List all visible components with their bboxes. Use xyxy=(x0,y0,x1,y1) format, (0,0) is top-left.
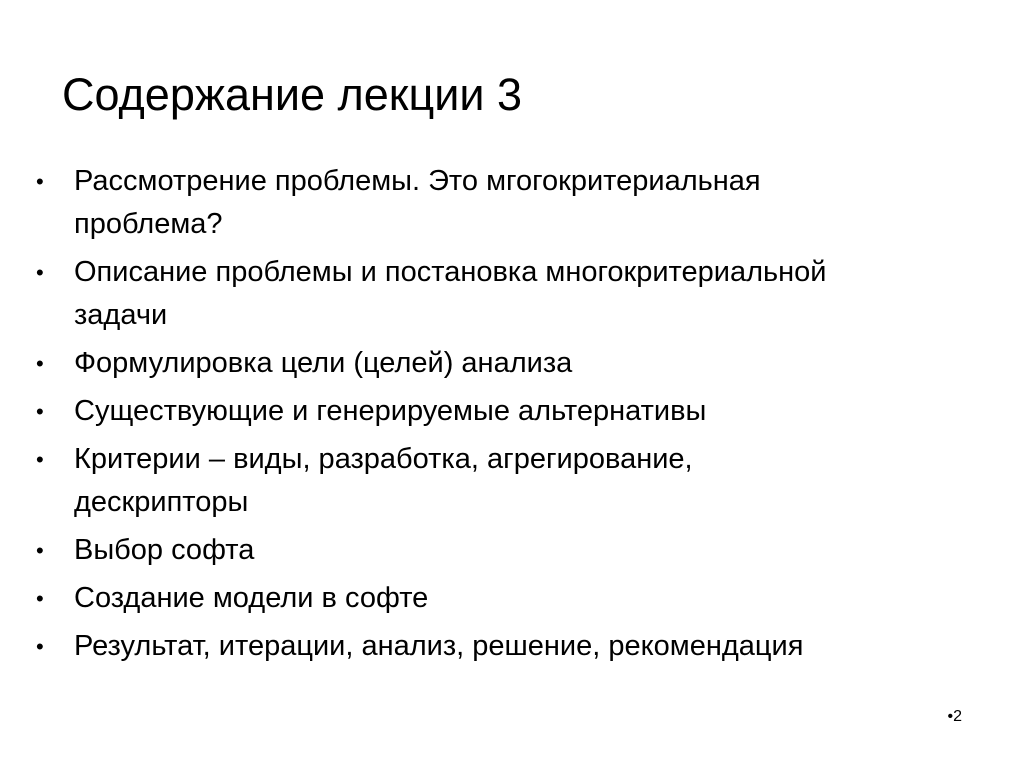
bullet-line: дескрипторы xyxy=(74,486,249,518)
bullet-line: Описание проблемы и постановка многокритериальной xyxy=(74,256,827,288)
bullet-line: задачи xyxy=(74,299,168,331)
bullet-list xyxy=(36,160,996,673)
bullet-line: проблема? xyxy=(74,208,223,240)
bullet-text xyxy=(74,529,996,572)
bullet-text xyxy=(74,160,996,246)
bullet-line: Существующие и генерируемые альтернативы xyxy=(74,395,707,427)
bullet-marker: • xyxy=(36,586,44,611)
bullet-text xyxy=(74,390,996,433)
bullet-marker: • xyxy=(36,399,44,424)
bullet-text xyxy=(74,625,996,668)
bullet-marker: • xyxy=(36,260,44,285)
page-number: •2 xyxy=(947,708,962,725)
bullet-text xyxy=(74,342,996,385)
bullet-item xyxy=(36,577,996,620)
bullet-line: Выбор софта xyxy=(74,534,255,566)
bullet-marker: • xyxy=(36,351,44,376)
bullet-item xyxy=(36,438,996,524)
bullet-marker: • xyxy=(36,169,44,194)
bullet-item xyxy=(36,390,996,433)
bullet-line: Результат, итерации, анализ, решение, рекомендация xyxy=(74,630,804,662)
bullet-line: Рассмотрение проблемы. Это мгогокритериальная xyxy=(74,165,761,197)
slide-title: Содержание лекции 3 xyxy=(62,69,523,120)
bullet-text xyxy=(74,577,996,620)
bullet-text xyxy=(74,251,996,337)
bullet-item xyxy=(36,342,996,385)
bullet-item xyxy=(36,160,996,246)
bullet-marker: • xyxy=(36,538,44,563)
bullet-item xyxy=(36,625,996,668)
bullet-marker: • xyxy=(36,634,44,659)
bullet-line: Формулировка цели (целей) анализа xyxy=(74,347,573,379)
bullet-text xyxy=(74,438,996,524)
bullet-marker: • xyxy=(36,447,44,472)
bullet-line: Критерии – виды, разработка, агрегирование, xyxy=(74,443,693,475)
bullet-item xyxy=(36,529,996,572)
bullet-line: Создание модели в софте xyxy=(74,582,429,614)
bullet-item xyxy=(36,251,996,337)
